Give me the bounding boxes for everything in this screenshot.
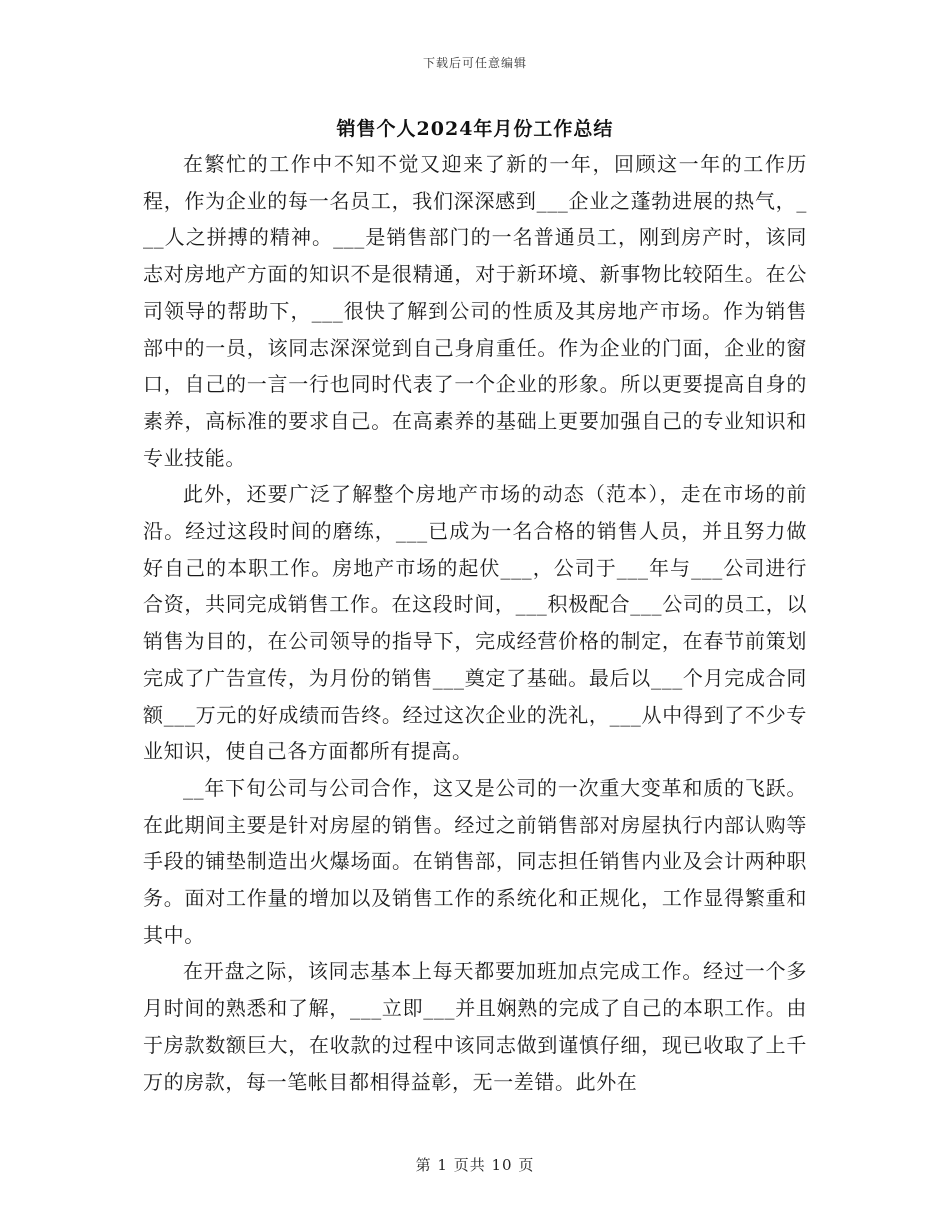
page-number: 第 1 页共 10 页 (415, 1156, 535, 1174)
document-title: 销售个人2024年月份工作总结 (336, 118, 614, 140)
paragraph-4: 在开盘之际，该同志基本上每天都要加班加点完成工作。经过一个多月时间的熟悉和了解，___立即___并且娴熟的完成了自己的本职工作。由于房款数额巨大，在收款的过程中该同志做到谨慎仔细，现已收取了上千万的房款，每一笔帐目都相得益彰，无一差错。此外在 (143, 959, 807, 1094)
header-note: 下载后可任意编辑 (422, 56, 527, 70)
paragraph-2: 此外，还要广泛了解整个房地产市场的动态（范本），走在市场的前沿。经过这段时间的磨练，___已成为一名合格的销售人员，并且努力做好自己的本职工作。房地产市场的起伏___，公司于___年与___公司进行合资，共同完成销售工作。在这段时间，___积极配合___公司的员工，以销售为目的，在公司领导的指导下，完成经营价格的制定，在春节前策划完成了广告宣传，为月份的销售___奠定了基础。最后以___个月完成合同额___万元的好成绩而告终。经过这次企业的洗礼，___从中得到了不少专业知识，使自己各方面都所有提高。 (143, 482, 807, 764)
document-body (143, 146, 807, 1100)
paragraph-1: 在繁忙的工作中不知不觉又迎来了新的一年，回顾这一年的工作历程，作为企业的每一名员工，我们深深感到___企业之蓬勃进展的热气，___人之拼搏的精神。___是销售部门的一名普通员工，刚到房产时，该同志对房地产方面的知识不是很精通，对于新环境、新事物比较陌生。在公司领导的帮助下，___很快了解到公司的性质及其房地产市场。作为销售部中的一员，该同志深深觉到自己身肩重任。作为企业的门面，企业的窗口，自己的一言一行也同时代表了一个企业的形象。所以更要提高自身的素养，高标准的要求自己。在高素养的基础上更要加强自己的专业知识和专业技能。 (143, 152, 807, 470)
paragraph-3: __年下旬公司与公司合作，这又是公司的一次重大变革和质的飞跃。在此期间主要是针对房屋的销售。经过之前销售部对房屋执行内部认购等手段的铺垫制造出火爆场面。在销售部，同志担任销售内业及会计两种职务。面对工作量的增加以及销售工作的系统化和正规化，工作显得繁重和其中。 (143, 775, 807, 947)
